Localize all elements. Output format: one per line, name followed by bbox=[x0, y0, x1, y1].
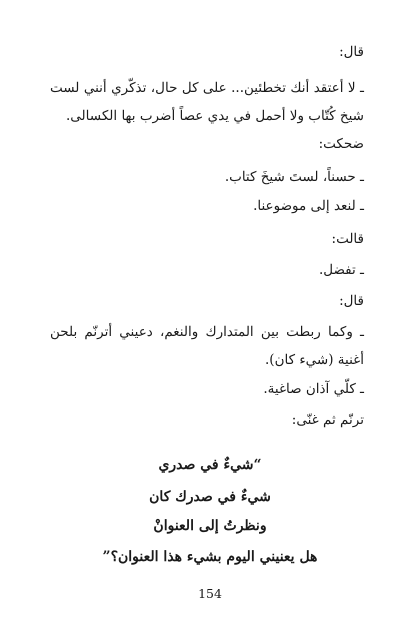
dialogue-line: ضحكت: bbox=[318, 136, 364, 152]
dialogue-line: قالت: bbox=[331, 231, 364, 247]
dialogue-line: ـ تفضل. bbox=[318, 262, 364, 278]
song-verse-line: “شيءٌ في صدري bbox=[158, 457, 262, 473]
dialogue-line: قال: bbox=[339, 44, 364, 60]
dialogue-paragraph: ـ لا أعتقد أنك تخطئين... على كل حال، تذكّري أنني لست شيخ كُتّاب ولا أحمل في يدي عصاً أضرب بها الكسالى. bbox=[50, 80, 364, 124]
dialogue-line: ـ كلّي آذان صاغية. bbox=[263, 381, 364, 397]
dialogue-line: ـ حسناً، لستَ شيخَ كتاب. bbox=[224, 169, 364, 185]
dialogue-line: قال: bbox=[339, 293, 364, 309]
dialogue-line: ترنّم ثم غنّى: bbox=[291, 412, 364, 428]
song-verse-line: ونظرتُ إلى العنوانْ bbox=[153, 518, 267, 534]
dialogue-paragraph: ـ وكما ربطت بين المتدارك والنغم، دعيني أترنّم بلحن أغنية (شيء كان). bbox=[50, 324, 364, 368]
page-number: 154 bbox=[198, 586, 222, 601]
song-verse-line: شيءٌ في صدرك كان bbox=[149, 489, 271, 505]
dialogue-line: ـ لنعد إلى موضوعنا. bbox=[253, 198, 364, 214]
song-verse-line: هل يعنيني اليوم بشيء هذا العنوان؟” bbox=[102, 549, 318, 565]
